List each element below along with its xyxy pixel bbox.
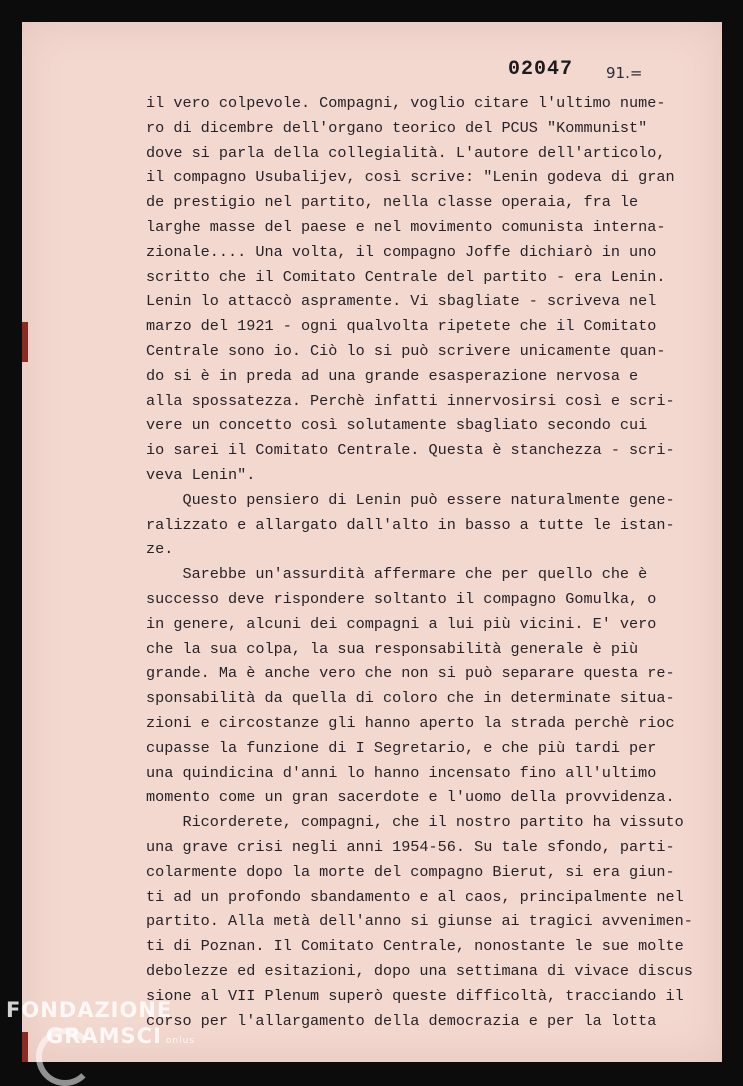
watermark-line2-text: GRAMSCI xyxy=(46,1024,162,1048)
watermark-line1: FONDAZIONE xyxy=(6,998,173,1022)
text-line: cupasse la funzione di I Segretario, e che più tardi per xyxy=(146,738,657,757)
text-line: Centrale sono io. Ciò lo si può scrivere unicamente quan- xyxy=(146,342,666,360)
text-line: de prestigio nel partito, nella classe operaia, fra le xyxy=(146,193,639,212)
document-number: 02047 xyxy=(508,58,574,81)
text-line: zionale.... Una volta, il compagno Joffe dichiarò in uno xyxy=(146,242,657,261)
text-line: larghe masse del paese e nel movimento comunista interna- xyxy=(146,218,666,236)
text-line: che la sua colpa, la sua responsabilità generale è più xyxy=(146,639,639,658)
text-line: Questo pensiero di Lenin può essere naturalmente gene- xyxy=(146,490,675,509)
text-line: colarmente dopo la morte del compagno Bierut, si era giun- xyxy=(146,862,675,881)
text-line: una grave crisi negli anni 1954-56. Su tale sfondo, parti- xyxy=(146,838,675,856)
text-line: alla spossatezza. Perchè infatti innervosirsi così e scri- xyxy=(146,391,675,410)
text-line: zioni e circostanze gli hanno aperto la strada perchè rioc xyxy=(146,714,675,732)
text-line: successo deve rispondere soltanto il compagno Gomulka, o xyxy=(146,590,657,608)
text-line: ze. xyxy=(146,540,174,559)
text-line: ralizzato e allargato dall'alto in basso a tutte le istan- xyxy=(146,515,675,534)
text-line: Sarebbe un'assurdità affermare che per quello che è xyxy=(146,565,648,584)
text-line: Lenin lo attaccò aspramente. Vi sbagliate - scriveva nel xyxy=(146,292,657,311)
text-line: Ricorderete, compagni, che il nostro partito ha vissuto xyxy=(146,813,684,832)
text-line: sponsabilità da quella di coloro che in determinate situa- xyxy=(146,689,675,708)
text-line: marzo del 1921 - ogni qualvolta ripetete che il Comitato xyxy=(146,317,657,336)
text-line: ti di Poznan. Il Comitato Centrale, nonostante le sue molte xyxy=(146,937,684,956)
text-line: corso per l'allargamento della democrazia e per la lotta xyxy=(146,1011,657,1030)
text-line: dove si parla della collegialità. L'autore dell'articolo, xyxy=(146,143,666,162)
text-line: veva Lenin". xyxy=(146,466,256,484)
fondazione-gramsci-watermark xyxy=(6,998,195,1048)
page-number: 91.= xyxy=(606,64,643,82)
text-line: una quindicina d'anni lo hanno incensato fino all'ultimo xyxy=(146,763,657,782)
text-line: ro di dicembre dell'organo teorico del PCUS "Kommunist" xyxy=(146,118,648,137)
text-line: grande. Ma è anche vero che non si può separare questa re- xyxy=(146,664,675,683)
watermark-suffix: onlus xyxy=(165,1036,196,1046)
watermark-logo-icon xyxy=(36,1028,94,1086)
text-line: vere un concetto così solutamente sbagliato secondo cui xyxy=(146,416,648,435)
text-line: il vero colpevole. Compagni, voglio citare l'ultimo nume- xyxy=(146,94,666,112)
text-line: momento come un gran sacerdote e l'uomo della provvidenza. xyxy=(146,788,675,807)
text-line: sione al VII Plenum superò queste difficoltà, tracciando il xyxy=(146,986,684,1005)
text-line: io sarei il Comitato Centrale. Questa è stanchezza - scri- xyxy=(146,441,675,460)
text-line: partito. Alla metà dell'anno si giunse ai tragici avvenimen- xyxy=(146,912,693,931)
text-line: il compagno Usubalijev, così scrive: "Lenin godeva di gran xyxy=(146,168,675,187)
text-line: scritto che il Comitato Centrale del partito - era Lenin. xyxy=(146,267,666,286)
text-line: do si è in preda ad una grande esasperazione nervosa e xyxy=(146,366,639,385)
text-line: in genere, alcuni dei compagni a lui più vicini. E' vero xyxy=(146,614,657,633)
text-line: debolezze ed esitazioni, dopo una settimana di vivace discus xyxy=(146,962,693,980)
text-line: ti ad un profondo sbandamento e al caos, principalmente nel xyxy=(146,887,684,906)
page-edge-mark xyxy=(22,322,28,362)
